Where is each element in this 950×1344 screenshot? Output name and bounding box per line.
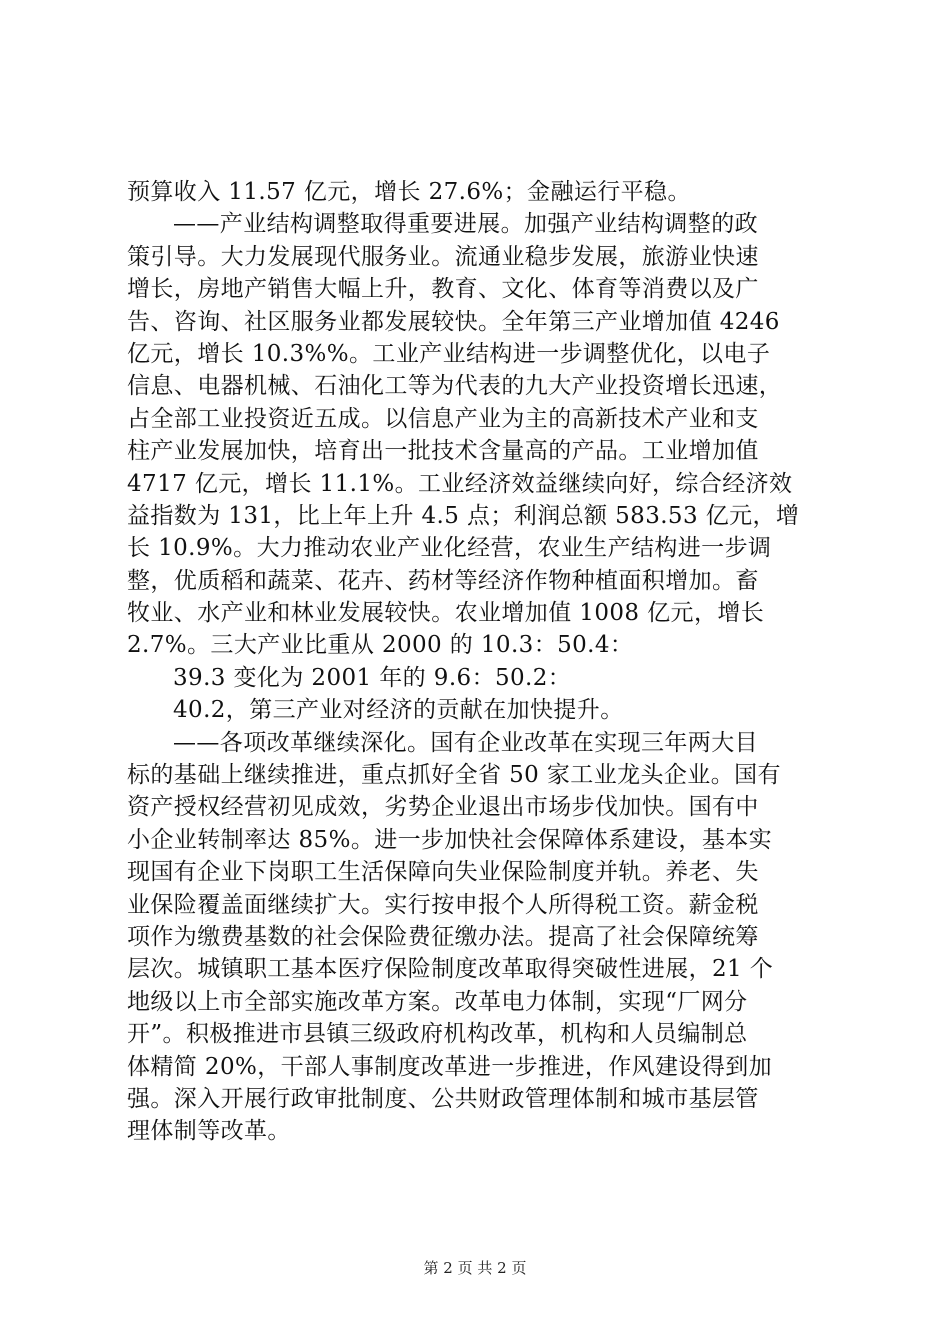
- text-line: 告、咨询、社区服务业都发展较快。全年第三产业增加值 4246: [127, 308, 780, 335]
- text-line: 地级以上市全部实施改革方案。改革电力体制，实现“厂网分: [127, 988, 748, 1015]
- text-line: 柱产业发展加快，培育出一批技术含量高的产品。工业增加值: [127, 438, 759, 465]
- text-line: 策引导。大力发展现代服务业。流通业稳步发展，旅游业快速: [127, 243, 759, 270]
- text-line: 占全部工业投资近五成。以信息产业为主的高新技术产业和支: [127, 405, 759, 432]
- text-line: 资产授权经营初见成效，劣势企业退出市场步伐加快。国有中: [127, 794, 759, 821]
- text-line: 增长，房地产销售大幅上升，教育、文化、体育等消费以及广: [127, 276, 759, 303]
- text-line: 牧业、水产业和林业发展较快。农业增加值 1008 亿元，增长: [127, 600, 765, 627]
- text-line: 40.2，第三产业对经济的贡献在加快提升。: [173, 697, 624, 724]
- text-line: 体精简 20%，干部人事制度改革进一步推进，作风建设得到加: [127, 1053, 773, 1080]
- text-line: 强。深入开展行政审批制度、公共财政管理体制和城市基层管: [127, 1085, 759, 1112]
- text-line: 项作为缴费基数的社会保险费征缴办法。提高了社会保障统筹: [127, 923, 759, 950]
- text-line: 标的基础上继续推进，重点抓好全省 50 家工业龙头企业。国有: [127, 762, 781, 789]
- text-line: 长 10.9%。大力推动农业产业化经营，农业生产结构进一步调: [127, 535, 772, 562]
- text-line: 层次。城镇职工基本医疗保险制度改革取得突破性进展，21 个: [127, 956, 774, 983]
- text-line: 4717 亿元，增长 11.1%。工业经济效益继续向好，综合经济效: [127, 470, 793, 497]
- text-line: 2.7%。三大产业比重从 2000 的 10.3：50.4：: [127, 632, 634, 659]
- page-number-footer: 第 2 页 共 2 页: [423, 1259, 527, 1277]
- text-line: 小企业转制率达 85%。进一步加快社会保障体系建设，基本实: [127, 826, 773, 853]
- text-line: 预算收入 11.57 亿元，增长 27.6%；金融运行平稳。: [127, 179, 691, 205]
- text-line: 信息、电器机械、石油化工等为代表的九大产业投资增长迅速，: [127, 373, 783, 400]
- text-line: 亿元，增长 10.3%%。工业产业结构进一步调整优化，以电子: [127, 340, 771, 367]
- document-body: [127, 176, 835, 1148]
- text-line: 开”。积极推进市县镇三级政府机构改革，机构和人员编制总: [127, 1021, 748, 1048]
- text-line: ——产业结构调整取得重要进展。加强产业结构调整的政: [173, 211, 758, 238]
- text-line: ——各项改革继续深化。国有企业改革在实现三年两大目: [173, 729, 758, 756]
- text-line: 益指数为 131，比上年上升 4.5 点；利润总额 583.53 亿元，增: [127, 502, 800, 529]
- text-line: 现国有企业下岗职工生活保障向失业保险制度并轨。养老、失: [127, 859, 759, 886]
- text-line: 理体制等改革。: [127, 1118, 291, 1145]
- text-line: 39.3 变化为 2001 年的 9.6：50.2：: [173, 664, 572, 691]
- text-line: 整，优质稻和蔬菜、花卉、药材等经济作物种植面积增加。畜: [127, 567, 759, 594]
- text-line: 业保险覆盖面继续扩大。实行按申报个人所得税工资。薪金税: [127, 891, 759, 918]
